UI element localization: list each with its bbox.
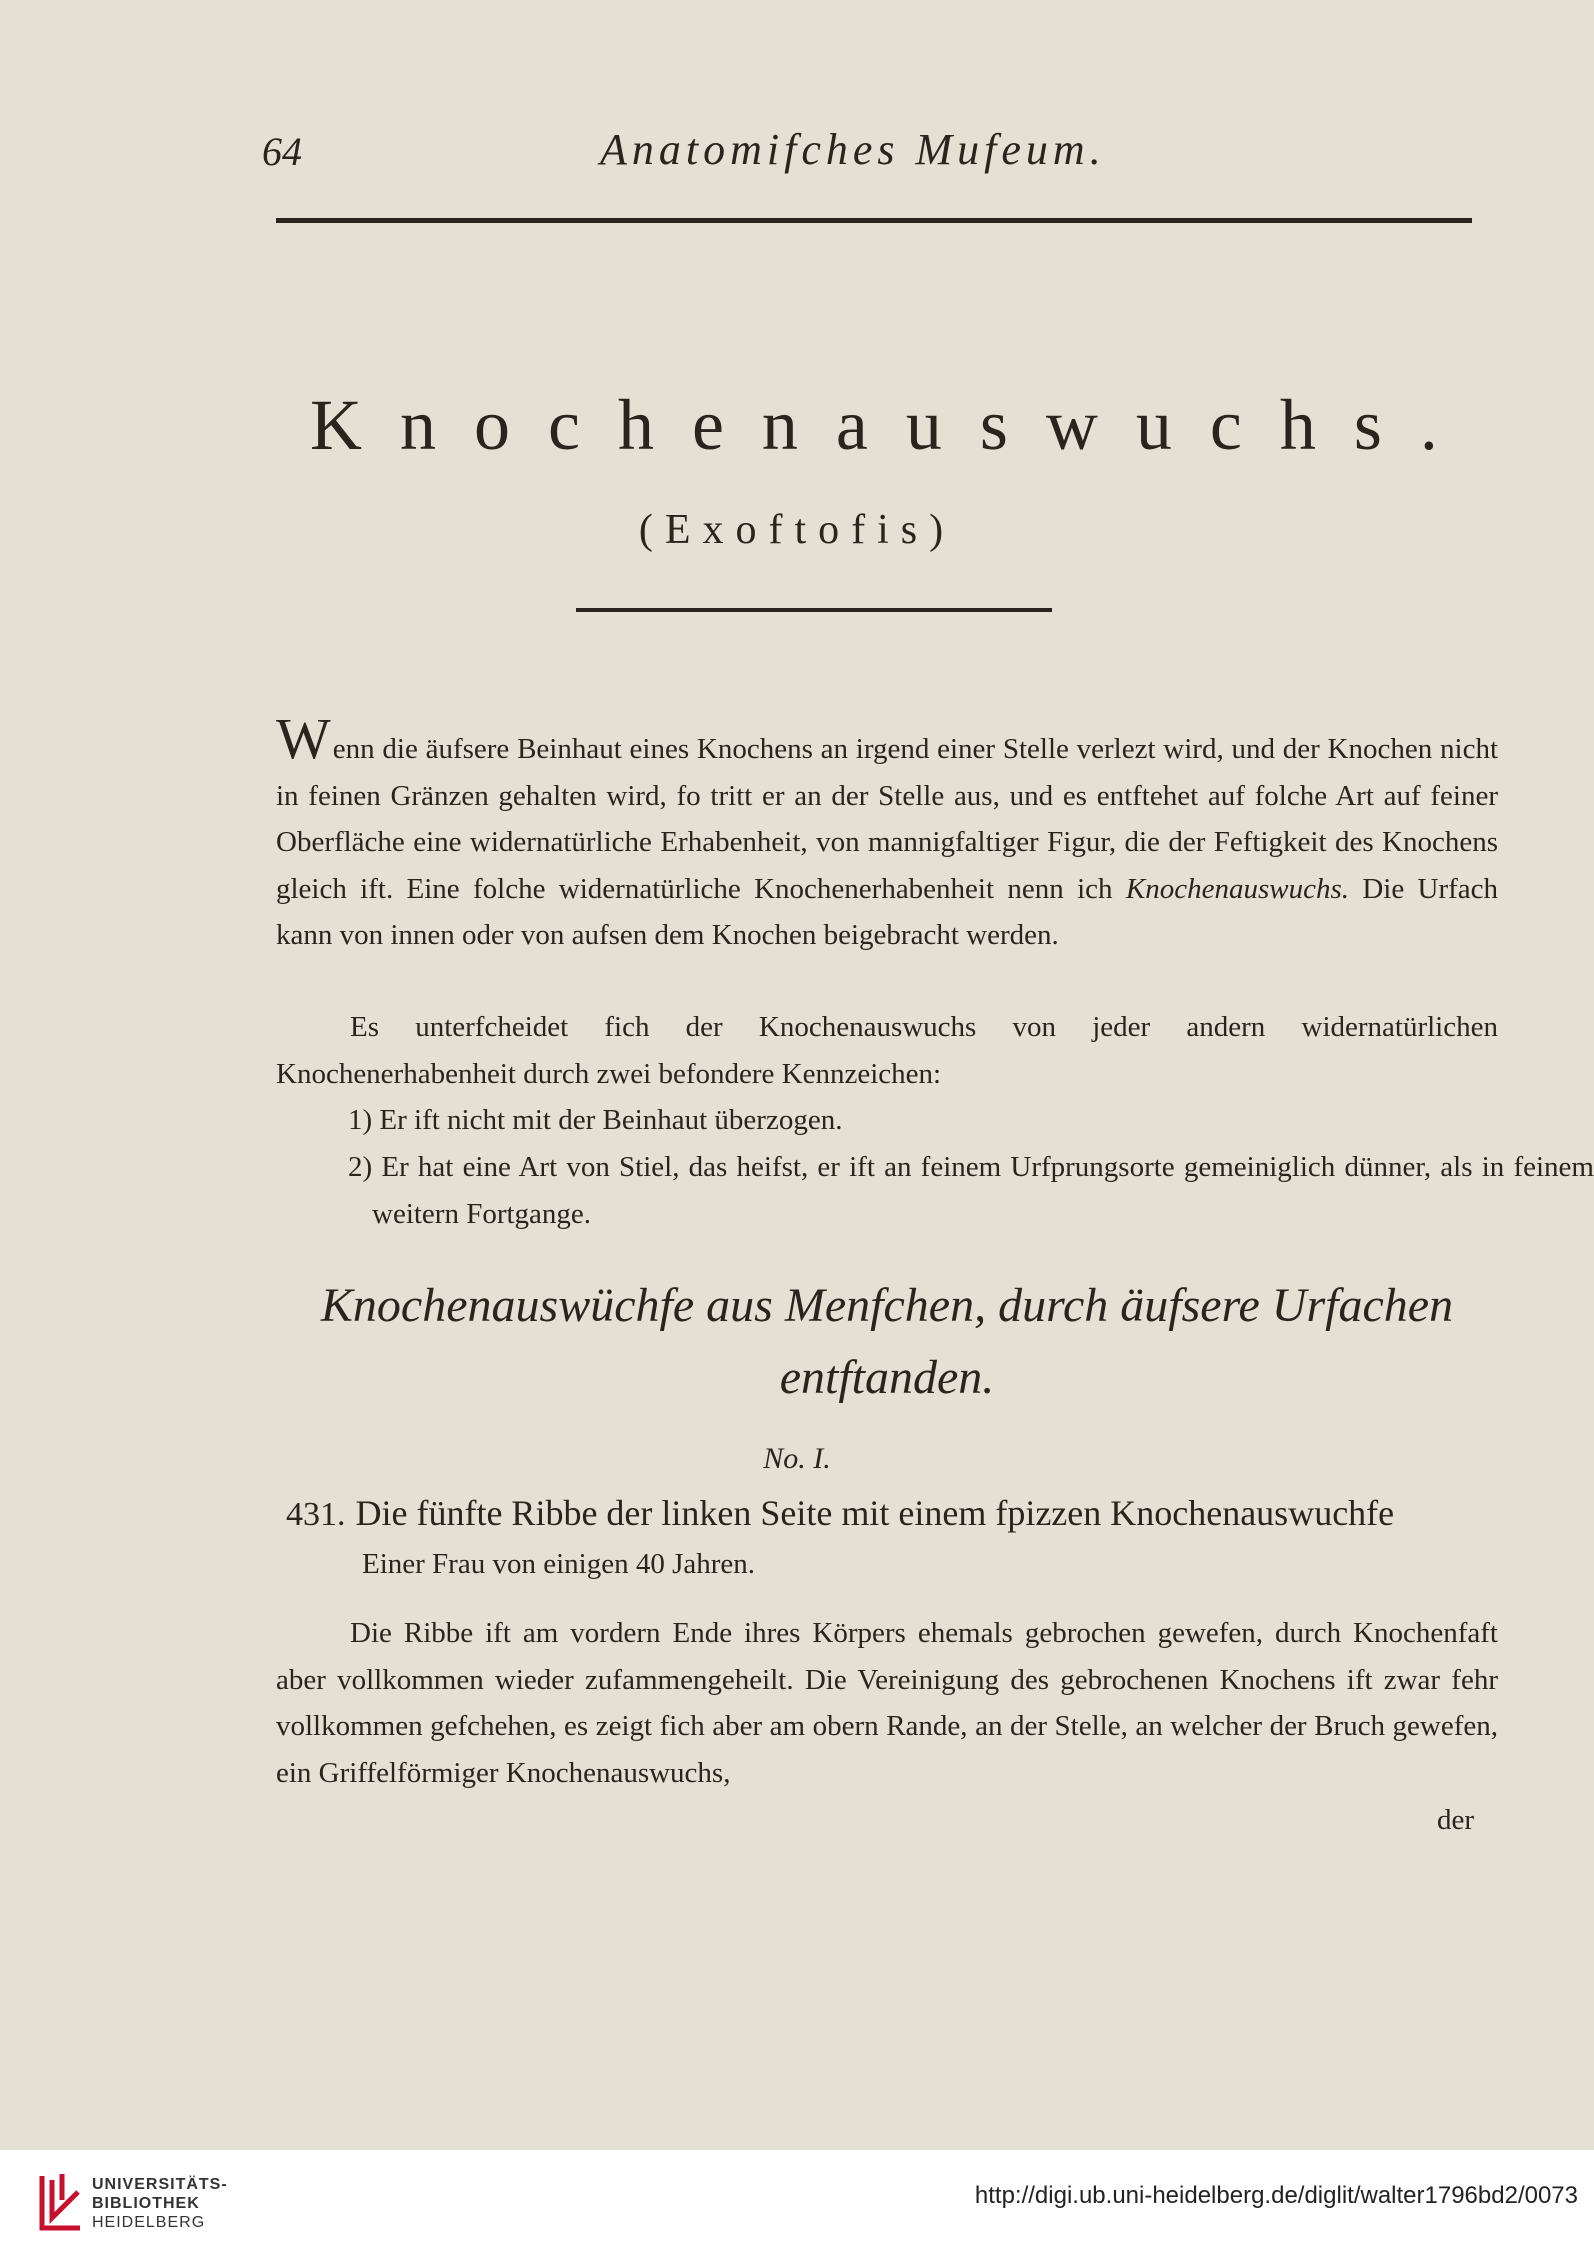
header-rule	[276, 218, 1472, 223]
intro-text-1: enn die äufsere Beinhaut eines Knochens an irgend einer Stelle verlezt wird, und der Knochen nicht in feinen Gränzen gehalten wird, fo tritt er an der Stelle aus, und es entftehet auf folche Art auf feiner Oberfläche eine widernatürliche Erhabenheit, von mannigfaltiger Figur, die der Feftigkeit des Knochens gleich ift. Eine folche widernatürliche Knochenerhabenheit nenn ich	[276, 733, 1498, 905]
page-number: 64	[262, 129, 302, 174]
heading-rule	[576, 608, 1052, 612]
entry-title	[286, 1492, 1526, 1534]
chapter-heading: Knochenauswuchs.	[310, 385, 1476, 465]
catchword: der	[1436, 1804, 1474, 1836]
distinction-paragraph: Es unterfcheidet fich der Knochenauswuchs von jeder andern widernatürlichen Knochenerhabenheit durch zwei befondere Kennzeichen:	[276, 1011, 1498, 1090]
library-name-line-3: HEIDELBERG	[92, 2214, 206, 2231]
footer-bar	[0, 2150, 1594, 2268]
entry-description: Die Ribbe ift am vordern Ende ihres Körpers ehemals gebrochen gewefen, durch Knochenfaft aber vollkommen wieder zufammengeheilt. Die Vereinigung des gebrochenen Knochens ift zwar fehr vollkommen gefchehen, es zeigt fich aber am obern Rande, an der Stelle, an welcher der Bruch gewefen, ein Griffelförmiger Knochenauswuchs,	[276, 1617, 1498, 1789]
running-head: Anatomifches Mufeum.	[600, 125, 1106, 174]
source-url-link[interactable]: http://digi.ub.uni-heidelberg.de/diglit/walter1796bd2/0073	[974, 2182, 1578, 2209]
entry-number: No. I.	[763, 1442, 831, 1475]
entry-title-text: Die fünfte Ribbe der linken Seite mit einem fpizzen Knochenauswuchfe	[355, 1493, 1395, 1533]
criterion-2: 2) Er hat eine Art von Stiel, das heifst, er ift an feinem Urfprungsorte gemeiniglich dünner, als in feinem weitern Fortgange.	[348, 1151, 1594, 1230]
library-logo-icon	[38, 2170, 84, 2234]
catalog-number: 431.	[286, 1496, 346, 1533]
library-name	[92, 2175, 228, 2232]
library-name-line-2: BIBLIOTHEK	[92, 2195, 200, 2212]
entry-subtitle: Einer Frau von einigen 40 Jahren.	[362, 1548, 756, 1580]
term-knochenauswuchs: Knochenauswuchs.	[1125, 872, 1349, 905]
intro-text-2: Die Urfach kann von innen oder von aufsen dem Knochen beigebracht werden.	[276, 872, 1499, 951]
chapter-subheading: (Exoftofis)	[638, 507, 956, 553]
criterion-1: 1) Er ift nicht mit der Beinhaut überzogen.	[348, 1104, 843, 1136]
section-title: Knochenauswüchfe aus Menfchen, durch äufsere Urfachen entftanden.	[320, 1279, 1454, 1404]
intro-paragraph	[276, 706, 1499, 959]
drop-initial: W	[276, 706, 331, 771]
library-name-line-1: UNIVERSITÄTS-	[92, 2176, 228, 2193]
